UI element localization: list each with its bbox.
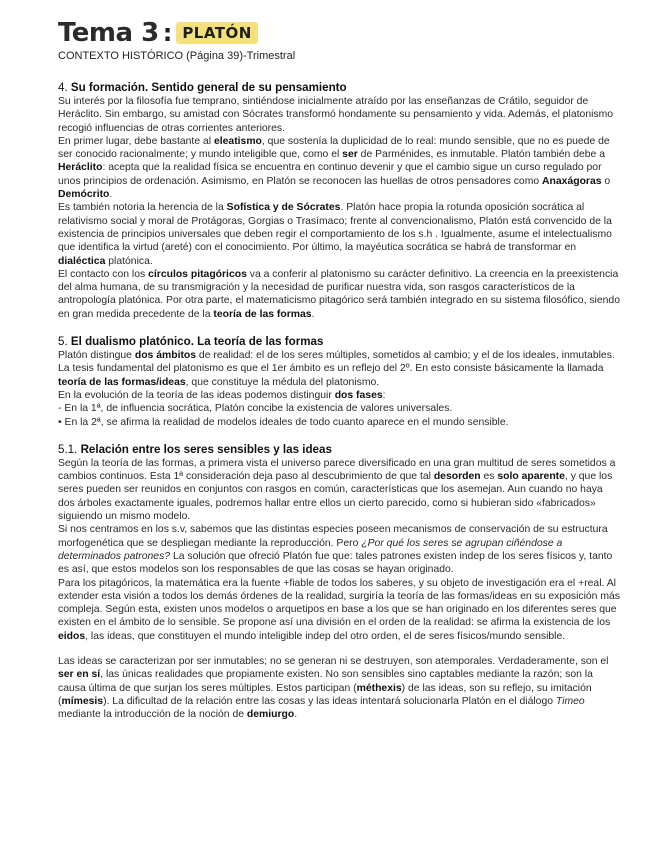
title-row bbox=[58, 14, 622, 48]
section-title: Su formación. Sentido general de su pensamiento bbox=[70, 81, 347, 94]
bold-term: dos ámbitos bbox=[134, 350, 197, 362]
text-run: - En la 1ª, de influencia socrática, Platón concibe la existencia de valores universales. bbox=[58, 403, 453, 415]
text-run: . Platón hace propia la rotunda oposición socrática al relativismo social y moral de Protágoras, Gorgias o Trasímaco; frente al convencionalismo, Platón está convencido de la existencia de principios universales que deben regir el comportamiento de los s.h . Igualmente, asume el intelectualismo que identifica la virtud (areté) con el conocimiento. Por último, la mayéutica socrática se habrá de transformar en bbox=[58, 202, 612, 254]
italic-text: Timeo bbox=[555, 695, 585, 707]
text-run: El contacto con los bbox=[58, 268, 149, 280]
bold-term: Heráclito bbox=[58, 162, 103, 174]
section-number: 5. bbox=[58, 335, 71, 349]
bold-term: teoría de las formas bbox=[213, 308, 312, 320]
context-line: CONTEXTO HISTÓRICO (Página 39)-Trimestral bbox=[58, 50, 296, 62]
text-run: : bbox=[382, 389, 386, 401]
bold-term: Sofística y de Sócrates bbox=[226, 202, 341, 214]
text-run: • En la 2ª, se afirma la realidad de modelos ideales de todo cuanto aparece en el mundo sensible. bbox=[58, 416, 509, 428]
paragraph bbox=[58, 523, 622, 576]
paragraph bbox=[58, 201, 622, 267]
text-run: va a conferir al platonismo su carácter definitivo. La creencia en la preexistencia del alma humana, de su transmigración y la necesidad de purificar nuestra vida, son rasgos característicos de la antropología platónica. Por otra parte, el matematicismo pitagórico será también integrado en su sistema filosófico, siendo en gran medida precedente de la bbox=[58, 268, 620, 320]
text-run: , que sostenía la duplicidad de lo real: mundo sensible, que no es puede de ser conocido racionalmente; y mundo inteligible que, como el bbox=[58, 135, 610, 161]
document-body bbox=[58, 81, 622, 721]
paragraph bbox=[58, 416, 622, 429]
text-run: es bbox=[480, 471, 498, 483]
text-run: , que constituye la médula del platonismo. bbox=[185, 376, 380, 388]
section-heading bbox=[58, 81, 622, 95]
paragraph bbox=[58, 655, 622, 721]
section-number: 4. bbox=[58, 81, 71, 94]
text-run: de Parménides, es inmutable. Platón también debe a bbox=[357, 149, 606, 161]
title-colon: : bbox=[162, 19, 173, 47]
text-run: Para los pitagóricos, la matemática era la fuente +fiable de todos los saberes, y su objeto de investigación era el +real. Al extender esta visión a todos los demás órdenes de la realidad, surgiría la teoría de las formas/ideas en su exposición más compleja. Según esta, existen unos modelos o arquetipos en base a los que se han originado en los diferentes seres que existen en el ámbito de lo sensible. Se propone así una división en el orden de la realidad: se afirma la existencia de los bbox=[58, 577, 620, 629]
text-run: Si nos centramos en los s.v, sabemos que las distintas especies poseen mecanismos de conservación de su estructura morfogenética que se despliegan mediante la reproducción. Pero bbox=[58, 524, 608, 549]
text-run: Es también notoria la herencia de la bbox=[58, 202, 227, 214]
paragraph bbox=[58, 268, 622, 321]
text-run: En la evolución de la teoría de las ideas podemos distinguir bbox=[58, 389, 335, 401]
section-heading bbox=[58, 443, 622, 457]
bold-term: círculos pitagóricos bbox=[148, 268, 247, 280]
bold-term: teoría de las formas/ideas bbox=[58, 376, 186, 388]
bold-term: dialéctica bbox=[58, 255, 106, 267]
paragraph bbox=[58, 402, 622, 415]
text-run: . bbox=[311, 308, 315, 320]
paragraph bbox=[58, 95, 622, 135]
bold-term: méthexis bbox=[356, 682, 402, 694]
paragraph bbox=[58, 389, 622, 402]
section-heading bbox=[58, 335, 622, 349]
text-run: mediante la introducción de la noción de bbox=[58, 709, 247, 721]
bold-term: desorden bbox=[433, 471, 481, 483]
text-run: . bbox=[109, 189, 113, 201]
title: Tema 3 bbox=[58, 18, 159, 48]
text-run: : acepta que la realidad física se encuentra en continuo devenir y que el cambio sigue un curso regulado por unos principios de ordenación. Asimismo, en Platón se reconocen las huellas de otros pensadores como bbox=[58, 162, 602, 187]
section-number: 5.1. bbox=[58, 442, 81, 456]
paragraph-gap bbox=[58, 643, 622, 655]
bold-term: eidos bbox=[58, 630, 86, 642]
bold-term: eleatismo bbox=[213, 135, 262, 147]
bold-term: mímesis bbox=[61, 695, 104, 707]
section-title: Relación entre los seres sensibles y las ideas bbox=[80, 442, 332, 456]
text-run: Las ideas se caracterizan por ser inmutables; no se generan ni se destruyen, son atemporales. Verdaderamente, son el bbox=[58, 655, 609, 667]
bold-term: Anaxágoras bbox=[542, 175, 602, 187]
text-run: . bbox=[294, 709, 298, 721]
paragraph bbox=[58, 577, 622, 643]
text-run: La solución que ofreció Platón fue que: tales patrones existen indep de los seres físicos y, tanto es así, que estos modelos son los responsables de que las cosas se hayan originado. bbox=[58, 550, 613, 576]
text-run: Según la teoría de las formas, a primera vista el universo parece diversificado en una gran multitud de seres sometidos a cambios continuos. Esta 1ª consideración deja paso al descubrimiento de que tal bbox=[58, 457, 616, 483]
text-run: , las ideas, que constituyen el mundo inteligible indep del otro orden, el de seres físicos/mundo sensible. bbox=[85, 630, 566, 642]
text-run: Platón distingue bbox=[58, 350, 135, 362]
text-run: platónica. bbox=[105, 255, 153, 267]
bold-term: Demócrito bbox=[58, 189, 110, 201]
text-run: ) de las ideas, son su reflejo, su imitación ( bbox=[58, 682, 592, 707]
text-run: ). La dificultad de la relación entre las cosas y las ideas intentará solucionarla Platón en el diálogo bbox=[103, 695, 556, 707]
paragraph bbox=[58, 135, 622, 201]
bold-term: dos fases bbox=[334, 389, 383, 401]
italic-text: ¿Por qué los seres se agrupan ciñéndose a determinados patrones? bbox=[58, 537, 563, 562]
text-run: En primer lugar, debe bastante al bbox=[58, 135, 214, 147]
text-run: Su interés por la filosofía fue temprano, sintiéndose inicialmente atraído por las enseñanzas de Crátilo, seguidor de Heráclito. Sin embargo, su amistad con Sócrates transformó hondamente su pensamiento y vida. Además, el platonismo recogió influencias de otras corrientes anteriores. bbox=[58, 96, 614, 134]
paragraph bbox=[58, 349, 622, 362]
bold-term: ser en sí bbox=[58, 669, 101, 681]
section-title: El dualismo platónico. La teoría de las formas bbox=[70, 335, 324, 349]
bold-term: ser bbox=[342, 149, 358, 161]
paragraph bbox=[58, 362, 622, 389]
text-run: La tesis fundamental del platonismo es que el 1er ámbito es un reflejo del 2º. En esto consiste básicamente la llamada bbox=[58, 363, 604, 375]
paragraph bbox=[58, 457, 622, 523]
subject-highlight: PLATÓN bbox=[176, 22, 258, 44]
text-run: o bbox=[601, 175, 611, 187]
bold-term: demiurgo bbox=[246, 709, 295, 721]
text-run: de realidad: el de los seres múltiples, sometidos al cambio; y el de los ideales, inmutables. bbox=[196, 350, 615, 362]
bold-term: solo aparente bbox=[497, 471, 565, 483]
text-run: , y que los seres pueden ser reunidos en conjuntos con rasgos en común, características que los asemejan. Aun cuando no haya dos árboles exactamente iguales, podremos hallar entre ellos un cierto parecido, como si hubieran sido «fabricados» siguiendo un mismo modelo. bbox=[58, 471, 613, 523]
text-run: , las únicas realidades que propiamente existen. No son sensibles sino captables mediante la razón; son la causa última de que surjan los seres múltiples. Estos participan ( bbox=[58, 669, 593, 694]
